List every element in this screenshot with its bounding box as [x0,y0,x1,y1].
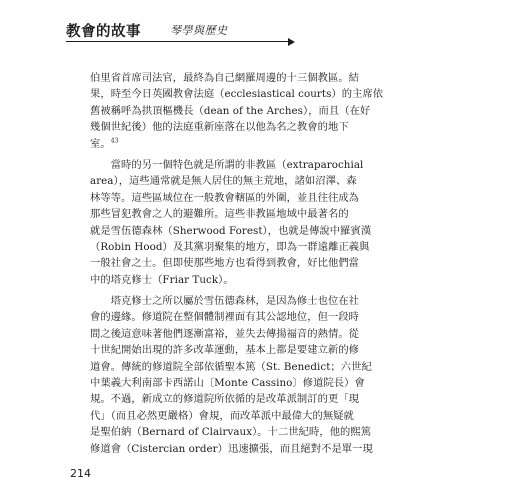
header-arrow-icon [288,38,295,46]
text-line: 代」（而且必然更嚴格）會規，而改革派中最偉大的無疑就 [90,409,354,422]
body-text [90,70,440,457]
text-line: 一般社會之士。但即使那些地方也看得到教會，好比他們當 [90,257,360,270]
text-line: （Robin Hood）及其黨羽聚集的地方，即為一群遠離正義與 [90,240,370,253]
text-line: 是聖伯納（Bernard of Clairvaux）。十二世紀時，他的熙篤 [90,426,372,439]
text-line: 中的塔克修士（Friar Tuck）。 [90,273,234,286]
text-line: 舊被稱呼為拱頂樞機長（dean of the Arches），而且（在好 [90,104,371,117]
text-line: 會的邊緣。修道院在整個體制裡面有其公認地位，但一段時 [90,311,360,324]
book-title: 教會的故事 [66,23,141,40]
header-rule [66,41,290,42]
text-line: 當時的另一個特色就是所謂的非教區（extraparochial [90,158,364,171]
text-line-with-footnote [90,136,440,152]
text-line: 中葉義大利南部卡西諾山〔Monte Cassino〕修道院長）會 [90,377,365,390]
text-line: 幾個世紀後）他的法庭重新座落在以他為名之教會的地下 [90,121,349,134]
text-line: area），這些通常就是無人居住的無主荒地，諸如沼澤、森 [90,175,357,188]
text-line: 室。 [90,137,111,150]
page-number: 214 [70,467,91,480]
text-line: 就是雪伍德森林（Sherwood Forest），也就是傳說中羅賓漢 [90,224,372,237]
chapter-subtitle: 琴學與歷史 [170,24,228,37]
footnote-marker[interactable]: 43 [110,137,119,145]
text-line: 伯里省首席司法官，最終為自己網羅周邊的十三個教區。結 [90,72,360,84]
text-line: 林等等。這些區域位在一般教會轄區的外圍，並且往往成為 [90,191,360,204]
text-line: 間之後這意味著他們逐漸富裕，並失去傳揚福音的熱情。從 [90,327,360,340]
text-line: 果，時至今日英國教會法庭（ecclesiastical courts）的主席依 [90,88,384,101]
running-header [66,20,366,44]
text-line: 十世紀開始出現的許多改革運動，基本上都是要建立新的修 [90,344,360,357]
text-line: 塔克修士之所以屬於雪伍德森林，是因為修士也位在社 [90,295,360,308]
text-line: 那些冒犯教會之人的避難所。這些非教區地域中最著名的 [90,208,349,221]
text-line: 道會。傳統的修道院全部依循聖本篤（St. Benedict；六世紀 [90,360,372,373]
text-line: 規。不過，新成立的修道院所依循的是改革派制訂的更「現 [90,393,360,406]
text-line: 修道會（Cistercian order）迅速擴張，而且絕對不是單一現 [90,442,373,455]
